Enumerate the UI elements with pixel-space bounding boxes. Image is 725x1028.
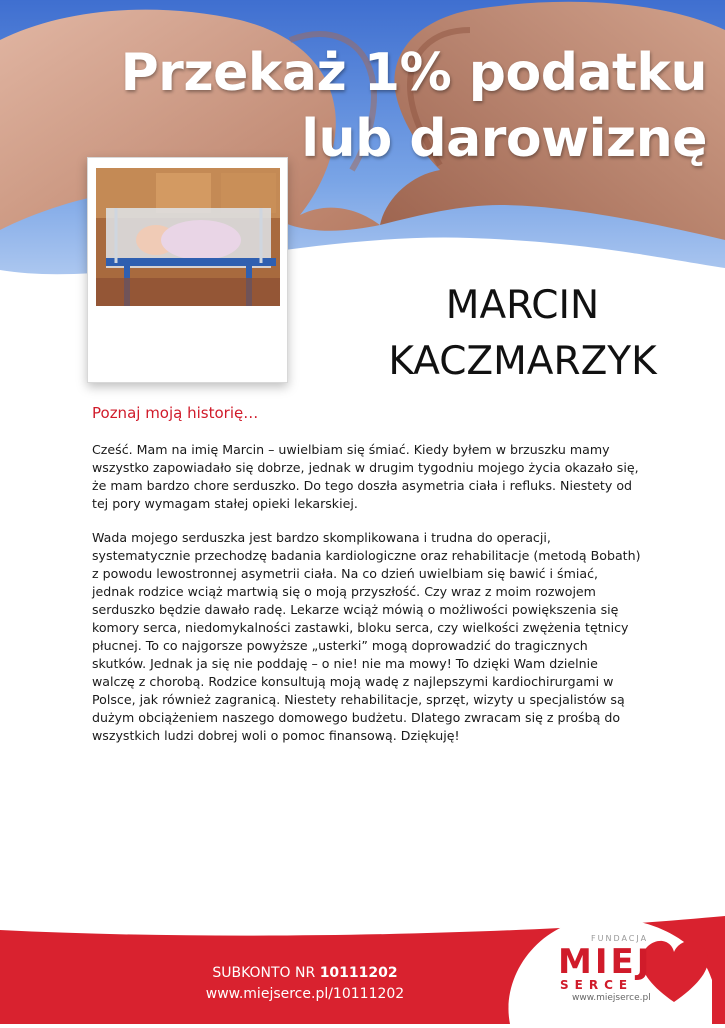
- child-name: [370, 278, 675, 390]
- story-title: Poznaj moją historię…: [92, 404, 259, 422]
- headline-line-2: lub darowiznę: [301, 109, 707, 169]
- headline: [121, 40, 707, 172]
- first-name: MARCIN: [445, 283, 600, 328]
- story-body: [92, 441, 644, 761]
- subkonto-number: 10111202: [319, 965, 398, 981]
- subkonto-label: SUBKONTO NR: [212, 965, 316, 981]
- child-photo: [96, 168, 280, 306]
- story-paragraph-1: Cześć. Mam na imię Marcin – uwielbiam się śmiać. Kiedy byłem w brzuszku mamy wszystko zapowiadało się dobrze, jednak w drugim tygodniu mojego życia okazało się, że mam bardzo chore serduszko. Do tego doszła asymetria ciała i refluks. Niestety od tej pory wymagam stałej opieki lekarskiej.: [92, 442, 639, 511]
- logo-fundacja: FUNDACJA: [591, 934, 649, 943]
- logo-url: www.miejserce.pl: [572, 993, 651, 1003]
- story-paragraph-2: Wada mojego serduszka jest bardzo skomplikowana i trudna do operacji, systematycznie przechodzę badania kardiologiczne oraz rehabilitacje (metodą Bobath) z powodu lewostronnej asymetrii ciała. Na co dzień uwielbiam się bawić i śmiać, jednak rodzice wciąż martwią się o moją przyszłość. Czy wraz z moim rozwojem serduszko będzie dawało radę. Lekarze wciąż mówią o możliwości powiększenia się komory serca, niedomykalności zastawki, bloku serca, czy wielkości zwężenia tętnicy płucnej. To co najgorsze powyższe „usterki” mogą doprowadzić do tragicznych skutków. Jednak ja się nie poddaję – o nie! nie ma mowy! To dzięki Wam dzielnie walczę z chorobą. Rodzice konsultują moją wadę z najlepszymi kardiochirurgami w Polsce, jak również zagranicą. Niestety rehabilitacje, sprzęt, wizyty u specjalistów są dużym obciążeniem naszego domowego budżetu. Dlatego zwracam się z prośbą do wszystkich ludzi dobrej woli o pomoc finansową. Dziękuję!: [92, 530, 641, 743]
- subkonto-line: [140, 965, 470, 981]
- website-link[interactable]: www.miejserce.pl/10111202: [205, 986, 405, 1002]
- logo-serce: SERCE: [560, 978, 634, 992]
- last-name: KACZMARZYK: [388, 339, 657, 384]
- logo-miej: MIEJ: [558, 942, 653, 982]
- headline-line-1: Przekaż 1% podatku: [120, 43, 707, 103]
- child-photo-frame: [87, 157, 288, 383]
